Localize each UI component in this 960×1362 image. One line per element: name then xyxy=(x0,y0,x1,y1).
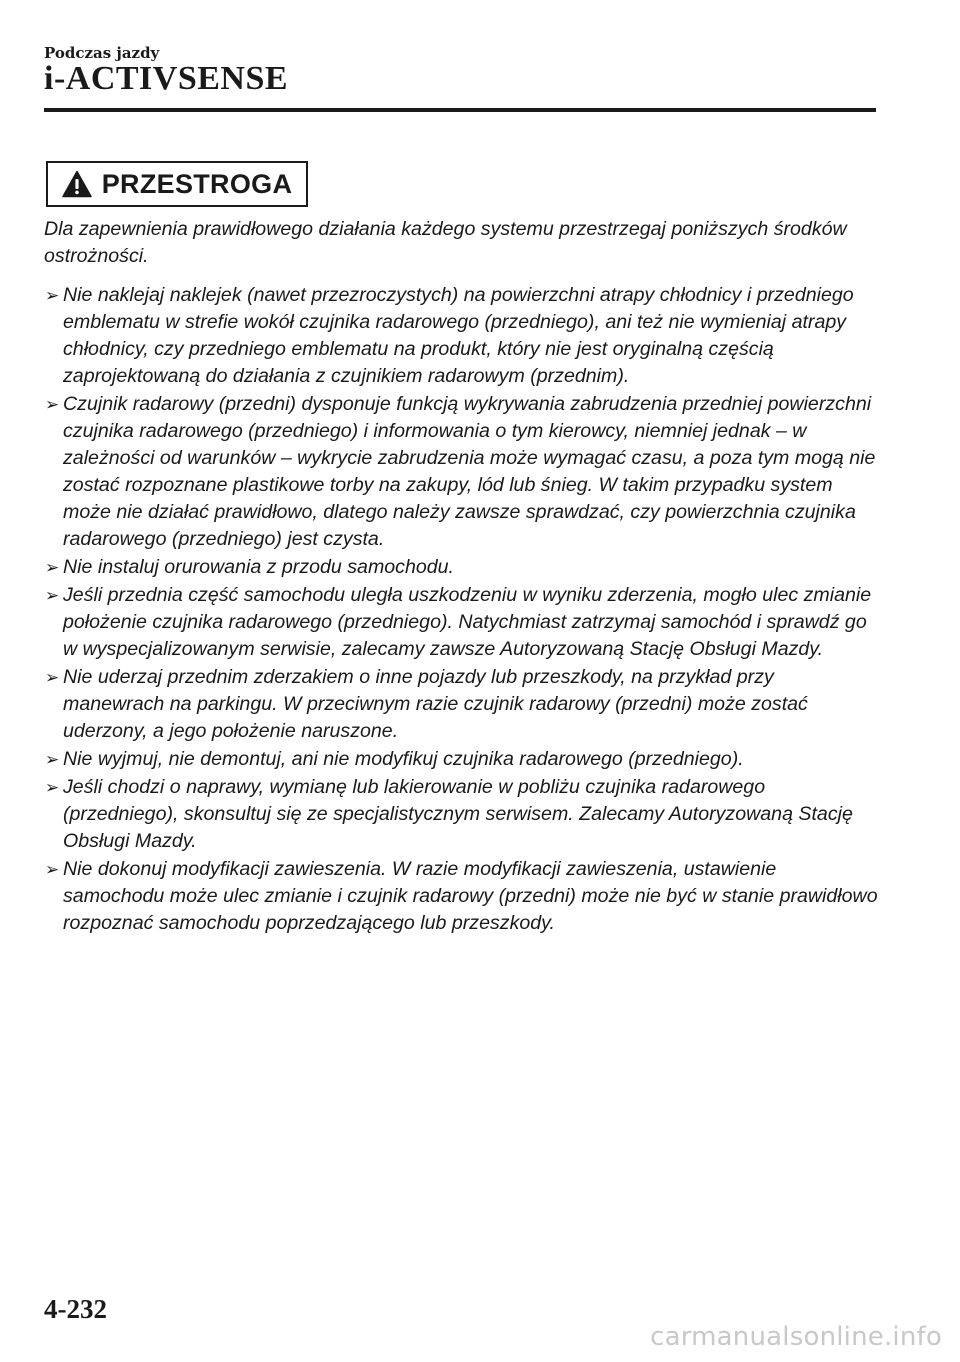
caution-label: PRZESTROGA xyxy=(101,168,293,199)
bullet-arrow-icon: ➢ xyxy=(45,778,60,797)
list-item-text: Czujnik radarowy (przedni) dysponuje funkcją wykrywania zabrudzenia przedniej powierzchni czujnika radarowego (przedniego) i informowania o tym kierowcy, niemniej jednak – w zależności od warunków – wykrycie zabrudzenia może wymagać czasu, a poza tym mogą nie zostać rozpoznane plastikowe torby na zakupy, lód lub śnieg. W takim przypadku system może nie działać prawidłowo, dlatego należy zawsze sprawdzać, czy powierzchnia czujnika radarowego (przedniego) jest czysta. xyxy=(63,393,876,550)
warning-triangle-icon xyxy=(62,170,92,198)
list-item xyxy=(44,856,880,937)
caution-list xyxy=(44,282,880,937)
watermark: carmanualsonline.info xyxy=(650,1322,942,1352)
section-label: Podczas jazdy xyxy=(44,44,160,62)
list-item-text: Nie wyjmuj, nie demontuj, ani nie modyfikuj czujnika radarowego (przedniego). xyxy=(63,748,744,770)
list-item-text: Nie uderzaj przednim zderzakiem o inne pojazdy lub przeszkody, na przykład przy manewrach na parkingu. W przeciwnym razie czujnik radarowy (przedni) może zostać uderzony, a jego położenie naruszone. xyxy=(63,666,808,742)
caution-header xyxy=(46,161,308,207)
list-item-text: Jeśli przednia część samochodu uległa uszkodzeniu w wyniku zderzenia, mogło ulec zmianie położenie czujnika radarowego (przedniego). Natychmiast zatrzymaj samochód i sprawdź go w wyspecjalizowanym serwisie, zalecamy zawsze Autoryzowaną Stację Obsługi Mazdy. xyxy=(63,584,872,660)
list-item-text: Nie instaluj orurowania z przodu samochodu. xyxy=(63,556,454,578)
page-number: 4-232 xyxy=(44,1294,107,1324)
bullet-arrow-icon: ➢ xyxy=(45,750,60,769)
bullet-arrow-icon: ➢ xyxy=(45,586,60,605)
list-item xyxy=(44,391,880,553)
bullet-arrow-icon: ➢ xyxy=(45,286,60,305)
list-item xyxy=(44,582,880,663)
bullet-arrow-icon: ➢ xyxy=(45,860,60,879)
bullet-arrow-icon: ➢ xyxy=(45,668,60,687)
list-item xyxy=(44,774,880,855)
list-item xyxy=(44,664,880,745)
bullet-arrow-icon: ➢ xyxy=(45,558,60,577)
list-item xyxy=(44,746,880,773)
title-rule xyxy=(44,108,876,112)
caution-intro: Dla zapewnienia prawidłowego działania każdego systemu przestrzegaj poniższych środków ostrożności. xyxy=(44,218,847,267)
list-item-text: Jeśli chodzi o naprawy, wymianę lub lakierowanie w pobliżu czujnika radarowego (przedniego), skonsultuj się ze specjalistycznym serwisem. Zalecamy Autoryzowaną Stację Obsługi Mazdy. xyxy=(63,776,853,852)
list-item-text: Nie naklejaj naklejek (nawet przezroczystych) na powierzchni atrapy chłodnicy i przedniego emblematu w strefie wokół czujnika radarowego (przedniego), ani też nie wymieniaj atrapy chłodnicy, czy przedniego emblematu na produkt, który nie jest oryginalną częścią zaprojektowaną do działania z czujnikiem radarowym (przednim). xyxy=(63,284,854,387)
bullet-arrow-icon: ➢ xyxy=(45,395,60,414)
list-item xyxy=(44,554,880,581)
list-item xyxy=(44,282,880,390)
caution-content xyxy=(44,216,880,938)
chapter-title: i-ACTIVSENSE xyxy=(44,60,289,97)
list-item-text: Nie dokonuj modyfikacji zawieszenia. W razie modyfikacji zawieszenia, ustawienie samochodu może ulec zmianie i czujnik radarowy (przedni) może nie być w stanie prawidłowo rozpoznać samochodu poprzedzającego lub przeszkody. xyxy=(63,858,878,934)
